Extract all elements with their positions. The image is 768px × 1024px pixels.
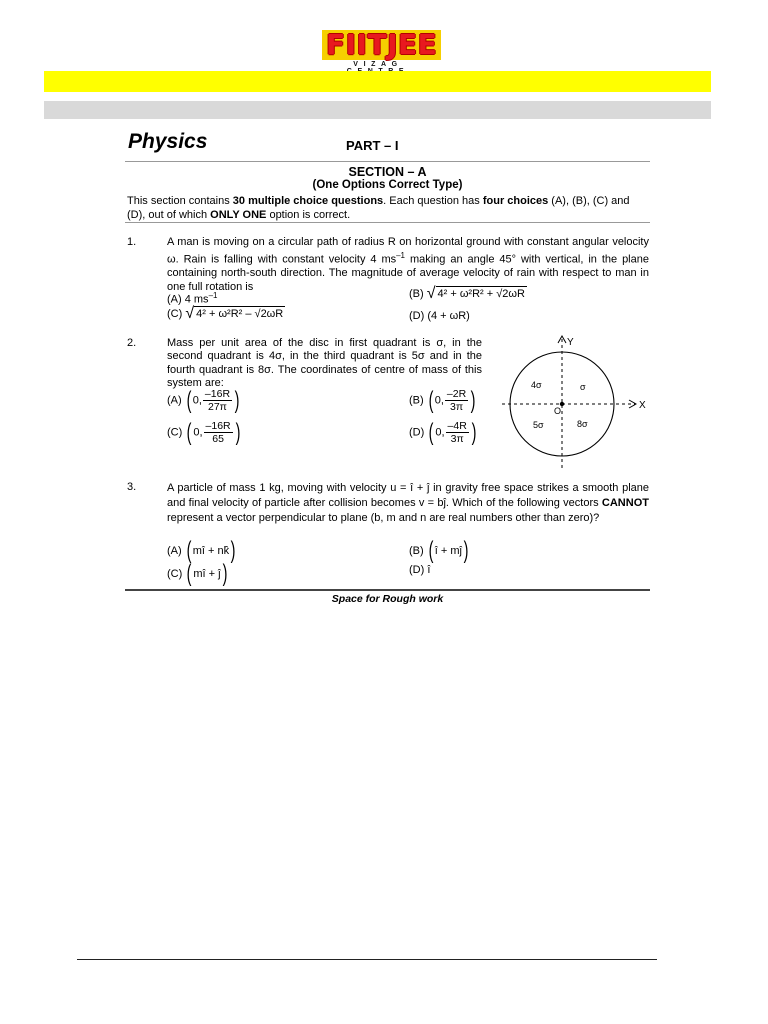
y-axis-label: Y bbox=[567, 337, 574, 348]
q2-option-b: (B) ( 0, $\frac{-2R}{3\pi}$ ) bbox=[409, 386, 476, 414]
q1-option-d: (D) (4 + ωR) bbox=[409, 310, 470, 322]
rough-work-rule bbox=[125, 589, 650, 591]
question-2-number: 2. bbox=[127, 337, 137, 349]
subject-title: Physics bbox=[128, 130, 208, 153]
q3-option-b: (B) ( î + mĵ) bbox=[409, 537, 469, 564]
rough-work-label: Space for Rough work bbox=[331, 593, 444, 605]
q1-option-c: (C) √ 4² + ω²R² – √2ωR bbox=[167, 305, 284, 323]
q2-option-c: (C) ( 0, $\frac{-16R}{65}$ ) bbox=[167, 418, 241, 446]
question-2-text: Mass per unit area of the disc in first quadrant is σ, in the second quadrant is 4σ, in the third quadrant is 5σ and in the fourth quadrant is 8σ. The coordinates of centre of mass of this system are: bbox=[167, 337, 482, 390]
q1-option-b: (B) √ 4² + ω²R² + √2ωR bbox=[409, 285, 525, 303]
q1-option-a: (A) 4 $ms^{-1}$ bbox=[167, 291, 218, 306]
logo-subtitle: VIZAG bbox=[353, 61, 403, 68]
section-title: SECTION – A bbox=[348, 165, 427, 179]
part-title: PART – I bbox=[346, 138, 399, 153]
footer-rule bbox=[77, 959, 657, 960]
question-3-number: 3. bbox=[127, 481, 137, 493]
fiitjee-logo bbox=[322, 28, 438, 75]
q3-option-d: (D) î bbox=[409, 564, 431, 576]
question-1-number: 1. bbox=[127, 236, 137, 248]
q3-option-a: (A) ( mî + nk̂) bbox=[167, 537, 236, 564]
quadrant-4-label: 8σ bbox=[577, 419, 588, 429]
rule-top bbox=[125, 161, 650, 162]
gray-band bbox=[44, 101, 711, 119]
q3-option-c: (C) ( mî + ĵ) bbox=[167, 560, 227, 587]
velocity-u: u = î + ĵ bbox=[390, 482, 430, 494]
yellow-band bbox=[44, 71, 711, 92]
velocity-v: v = bĵ bbox=[418, 497, 446, 509]
section-instructions: This section contains 30 multiple choice questions. Each question has four choices (A), (B), (C) and (D), out of which ONLY ONE option is correct. bbox=[127, 195, 630, 221]
q2-option-d: (D) ( 0, $\frac{-4R}{3\pi}$ ) bbox=[409, 418, 477, 446]
origin-label: O bbox=[554, 406, 562, 416]
quadrant-2-label: 4σ bbox=[531, 380, 542, 390]
question-3-text: A particle of mass 1 kg, moving with velocity u = î + ĵ in gravity free space strikes a smooth plane and final velocity of particle after collision becomes v = bĵ. Which of the following vectors CANNOT represent a vector perpendicular to plane (b, m and n are real numbers other than zero)? bbox=[167, 482, 649, 524]
disc-quadrant-figure bbox=[500, 333, 660, 471]
logo-word: FIITJEE bbox=[322, 30, 441, 60]
section-subtitle: (One Options Correct Type) bbox=[312, 179, 463, 191]
quadrant-1-label: σ bbox=[580, 382, 586, 392]
quadrant-3-label: 5σ bbox=[533, 420, 544, 430]
rule-after-instructions bbox=[125, 222, 650, 223]
question-1-text: A man is moving on a circular path of radius R on horizontal ground with constant angular velocity ω. Rain is falling with constant velocity 4 $ms^{-1}$ making an angle 45° with vertical, in the plane containing north-south direction. The magnitude of average velocity of rain with respect to man in one full rotation is bbox=[167, 236, 649, 293]
q2-option-a: (A) ( 0, $\frac{-16R}{27\pi}$ ) bbox=[167, 386, 240, 414]
x-axis-label: X bbox=[639, 400, 646, 411]
